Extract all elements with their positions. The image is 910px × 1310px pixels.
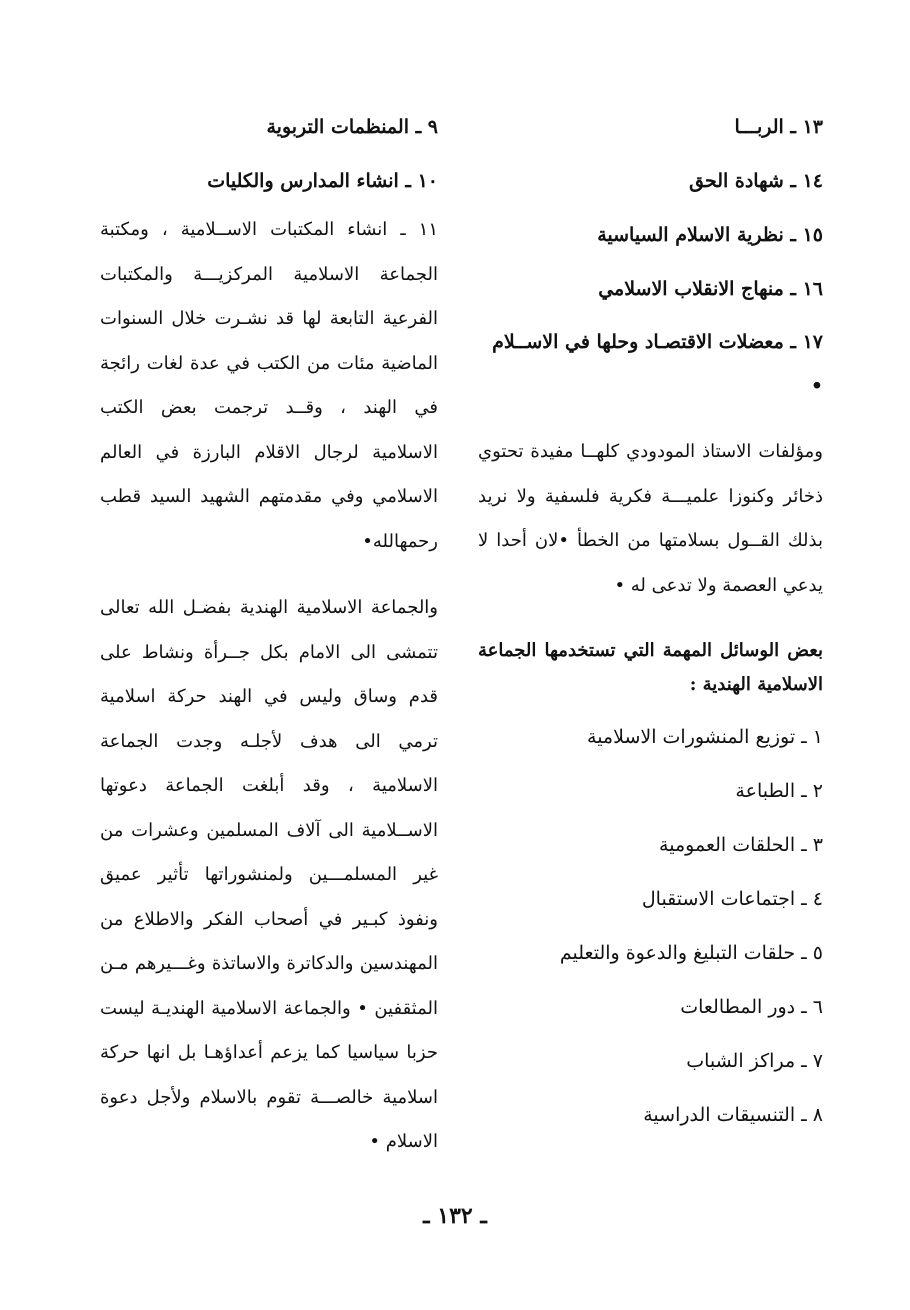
list-item: ٦ ـ دور المطالعات (680, 996, 823, 1018)
paragraph-libraries: ١١ ـ انشاء المكتبات الاســلامية ، ومكتبة الجماعة الاسلامية المركزيـــة والمكتبات الفرعية التابعة لها قد نشـرت خلال السنوات الماضية مئات من الكتب في عدة لغات رائجة في الهند ، وقــد ترجمت بعض الكتب الاسلامية لرجال الاقلام البارزة في العالم الاسلامي وفي مقدمتهم الشهيد السيد قطب رحمهالله• (100, 219, 438, 552)
paragraph-jamaat: والجماعة الاسلامية الهندية بفضـل الله تعالى تتمشى الى الامام بكل جــرأة ونشاط على قدم وساق وليس في الهند حركة اسلامية ترمي الى هدف لأجلـه وجدت الجماعة الاسلامية ، وقد أبلغت الجماعة دعوتها الاســلامية الى آلاف المسلمين وعشرات من غير المسلمـــين ولمنشوراتها تأثير عميق ونفوذ كبـير في أصحاب الفكر والاطلاع من المهندسين والدكاترة والاساتذة وغـــيرهم مـن المثقفين • والجماعة الاسلامية الهنديـة ليست حزبا سياسيا كما يزعم أعداؤهـا بل انها حركة اسلامية خالصـــة تقوم بالاسلام ولأجل دعوة الاسلام • (100, 597, 438, 1152)
page-number: ـ ١٣٢ ـ (423, 1203, 487, 1229)
list-item: ١٥ ـ نظرية الاسلام السياسية (597, 224, 823, 246)
list-item: ٩ ـ المنظمات التربوية (266, 116, 438, 138)
list-item: ١٤ ـ شهادة الحق (689, 170, 823, 192)
list-item: ١٧ ـ معضلات الاقتصـاد وحلها في الاســلام • (492, 331, 823, 397)
right-column (478, 100, 823, 1142)
left-column (100, 100, 438, 1165)
section-heading: بعض الوسائل المهمة التي تستخدمها الجماعة الاسلامية الهندية : (478, 640, 823, 695)
list-item: ١٣ ـ الربـــا (734, 116, 823, 138)
list-item: ٢ ـ الطباعة (735, 780, 823, 802)
list-item: ١٠ ـ انشاء المدارس والكليات (207, 170, 438, 192)
list-item: ٣ ـ الحلقات العمومية (659, 834, 823, 856)
list-item: ٨ ـ التنسيقات الدراسية (643, 1104, 823, 1126)
list-item: ٧ ـ مراكز الشباب (686, 1050, 823, 1072)
list-item: ١٦ ـ منهاج الانقلاب الاسلامي (598, 278, 823, 300)
list-item: ٥ ـ حلقات التبليغ والدعوة والتعليم (559, 942, 823, 964)
list-item: ١ ـ توزيع المنشورات الاسلامية (587, 726, 823, 748)
paragraph-maududi-works: ومؤلفات الاستاذ المودودي كلهــا مفيدة تحتوي ذخائر وكنوزا علميـــة فكرية فلسفية ولا نريد بذلك القــول بسلامتها من الخطأ •لان أحدا لا يدعي العصمة ولا تدعى له • (478, 441, 823, 596)
list-item: ٤ ـ اجتماعات الاستقبال (641, 888, 823, 910)
